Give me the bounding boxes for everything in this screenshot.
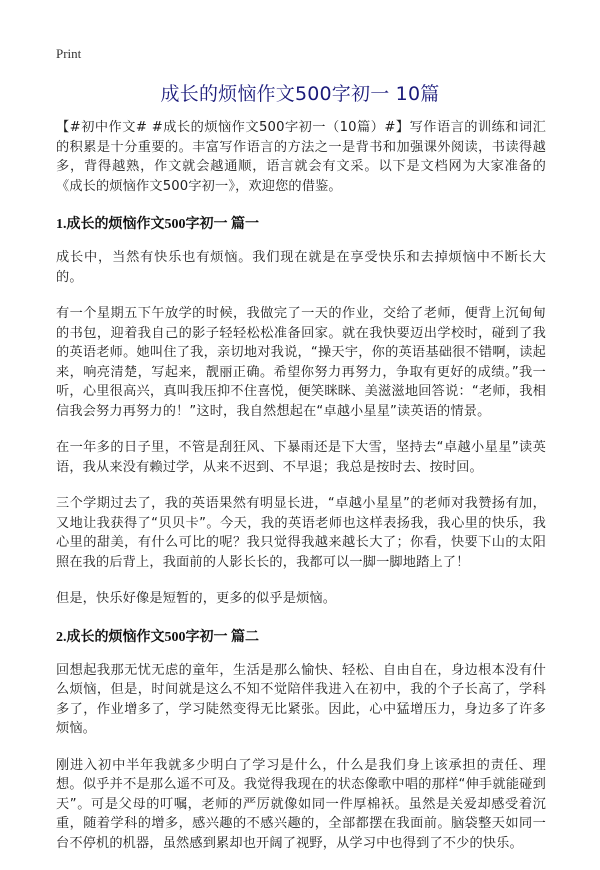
print-link[interactable]: Print <box>56 46 82 61</box>
paragraph: 刚进入初中半年我就多少明白了学习是什么，什么是我们身上该承担的责任、理想。似乎并不是那么遥不可及。我觉得我现在的状态像歌中唱的那样“伸手就能碰到天”。可是父母的叮嘱，老师的严厉就像如同一件厚棉袄。虽然是关爱却感受着沉重，随着学科的增多，感兴趣的不感兴趣的，全部都摆在我面前。脑袋整天如同一台不停机的机器，虽然感到累却也开阔了视野，从学习中也得到了不少的快乐。 <box>56 757 546 851</box>
paragraph: 但是，快乐好像是短暂的，更多的似乎是烦恼。 <box>56 591 337 606</box>
section-heading-2: 2.成长的烦恼作文500字初一 篇二 <box>56 629 259 645</box>
article-body <box>56 118 546 870</box>
intro-paragraph: 【#初中作文# #成长的烦恼作文500字初一（10篇）#】写作语言的训练和词汇的积累是十分重要的。丰富写作语言的方法之一是背书和加强课外阅读，书读得越多，背得越熟，作文就会越通顺，语言就会有文采。以下是文档网为大家准备的《成长的烦恼作文500字初一》，欢迎您的借鉴。 <box>56 120 546 194</box>
paragraph: 成长中，当然有快乐也有烦恼。我们现在就是在享受快乐和去掉烦恼中不断长大的。 <box>56 250 546 285</box>
section-heading-1: 1.成长的烦恼作文500字初一 篇一 <box>56 217 259 232</box>
paragraph: 有一个星期五下午放学的时候，我做完了一天的作业，交给了老师，便背上沉甸甸的书包，迎着我自己的影子轻轻松松准备回家。就在我快要迈出学校时，碰到了我的英语老师。她叫住了我，亲切地对我说，“操天宇，你的英语基础很不错啊，读起来，响亮清楚，写起来，靓丽正确。希望你努力再努力，争取有更好的成绩。”我一听，心里很高兴，真叫我压抑不住喜悦，便笑眯眯、美滋滋地回答说：“老师，我相信我会努力再努力的！”这时，我自然想起在“卓越小星星”读英语的情景。 <box>56 306 546 419</box>
page-title: 成长的烦恼作文500字初一 10篇 <box>160 83 440 105</box>
paragraph: 回想起我那无忧无虑的童年，生活是那么愉快、轻松、自由自在，身边根本没有什么烦恼，但是，时间就是这么不知不觉陪伴我进入在初中，我的个子长高了，学科多了，作业增多了，学习陡然变得无比紧张。因此，心中猛增压力，身边多了许多烦恼。 <box>56 662 546 736</box>
paragraph: 在一年多的日子里，不管是刮狂风、下暴雨还是下大雪，坚持去“卓越小星星”读英语，我从来没有赖过学，从来不迟到、不早退；我总是按时去、按时回。 <box>56 440 546 475</box>
paragraph: 三个学期过去了，我的英语果然有明显长进，“卓越小星星”的老师对我赞扬有加，又地让我获得了“贝贝卡”。今天，我的英语老师也这样表扬我，我心里的快乐，我心里的甜美，有什么可比的呢？我只觉得我越来越长大了；你看，快要下山的太阳照在我的后背上，我面前的人影长长的，我都可以一脚一脚地踏上了！ <box>56 496 546 570</box>
